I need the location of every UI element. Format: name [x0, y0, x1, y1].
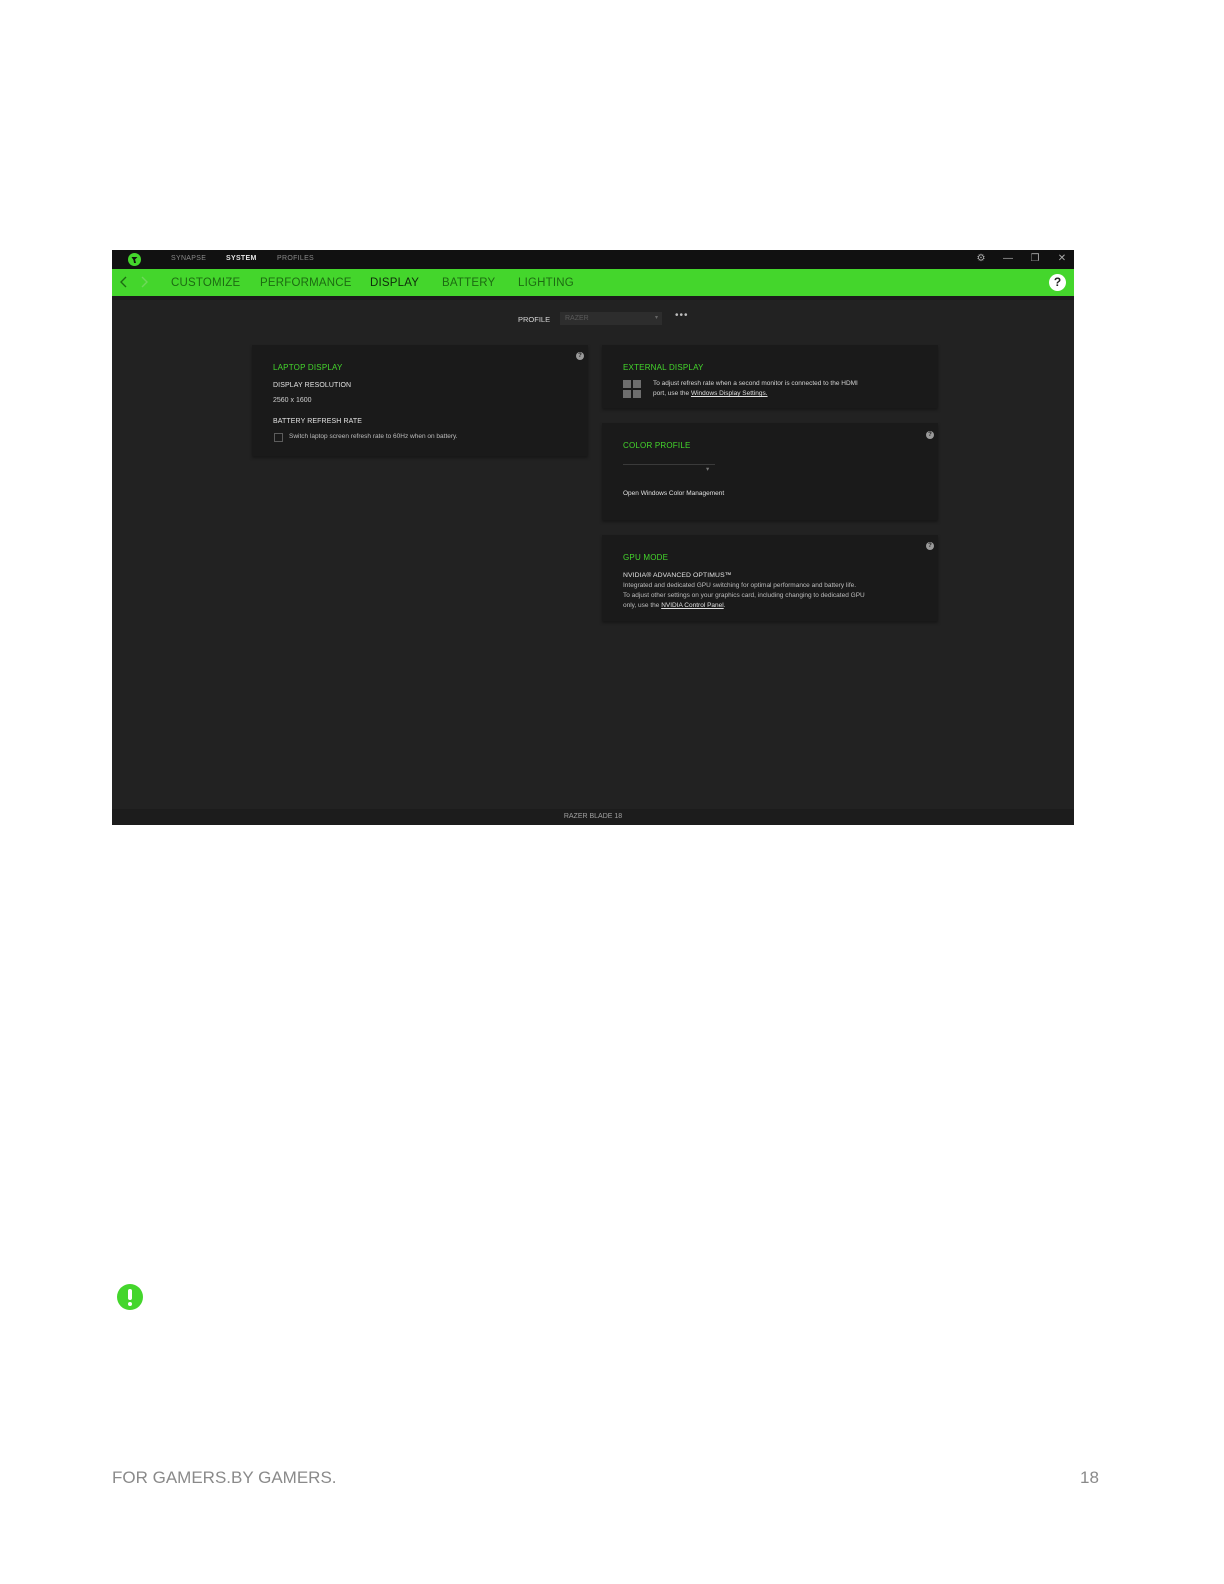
nvidia-control-panel-link[interactable]: NVIDIA Control Panel [661, 602, 724, 609]
refresh-rate-checkbox[interactable] [274, 433, 283, 442]
info-icon[interactable]: ? [576, 352, 584, 360]
info-icon[interactable]: ? [926, 542, 934, 550]
profile-selected-value: RAZER [565, 315, 589, 322]
more-options-button[interactable]: ••• [675, 310, 689, 321]
tab-profiles[interactable]: PROFILES [277, 255, 315, 262]
close-icon[interactable]: ✕ [1057, 253, 1067, 264]
chevron-down-icon: ▾ [706, 466, 710, 473]
tab-system[interactable]: SYSTEM [226, 255, 257, 262]
info-icon[interactable]: ? [926, 431, 934, 439]
chevron-down-icon: ▾ [654, 315, 658, 321]
settings-gear-icon[interactable]: ⚙ [976, 253, 986, 264]
external-display-text-line2 [653, 389, 768, 399]
open-windows-color-management-link[interactable]: Open Windows Color Management [623, 490, 725, 497]
page-number: 18 [1080, 1468, 1099, 1487]
tab-display[interactable]: DISPLAY [370, 277, 420, 289]
external-display-title: EXTERNAL DISPLAY [623, 363, 704, 372]
color-profile-dropdown[interactable] [623, 464, 715, 465]
tab-customize[interactable]: CUSTOMIZE [171, 277, 241, 289]
display-resolution-value: 2560 x 1600 [273, 397, 312, 404]
maximize-icon[interactable]: ❐ [1030, 253, 1040, 264]
back-arrow-icon[interactable] [118, 275, 130, 289]
device-name: RAZER BLADE 18 [563, 813, 623, 820]
battery-refresh-rate-label: BATTERY REFRESH RATE [273, 418, 362, 425]
profile-dropdown[interactable] [560, 312, 662, 325]
gpu-mode-line1: Integrated and dedicated GPU switching for optimal performance and battery life. [623, 582, 857, 589]
gpu-mode-line3 [623, 601, 726, 611]
windows-display-settings-link[interactable]: Windows Display Settings. [690, 390, 768, 397]
synapse-window [112, 250, 1074, 825]
gpu-mode-line3-suffix: . [723, 602, 726, 609]
gpu-mode-line3-prefix: only, use the [623, 602, 662, 609]
color-profile-title: COLOR PROFILE [623, 441, 691, 450]
footer-tagline: FOR GAMERS.BY GAMERS. [112, 1468, 337, 1487]
laptop-display-card [252, 345, 588, 456]
external-display-card [602, 345, 938, 408]
nav-bar [112, 269, 1074, 296]
tab-lighting[interactable]: LIGHTING [518, 277, 574, 289]
gpu-mode-card [602, 535, 938, 621]
color-profile-card [602, 423, 938, 520]
help-icon[interactable]: ? [1049, 274, 1066, 291]
external-display-text-line1: To adjust refresh rate when a second monitor is connected to the HDMI [653, 380, 858, 387]
tab-synapse[interactable]: SYNAPSE [171, 255, 207, 262]
exclamation-icon [117, 1284, 143, 1310]
forward-arrow-icon[interactable] [138, 275, 150, 289]
display-resolution-label: DISPLAY RESOLUTION [273, 382, 352, 389]
gpu-mode-line2: To adjust other settings on your graphics card, including changing to dedicated GPU [623, 592, 865, 599]
gpu-mode-title: GPU MODE [623, 553, 669, 562]
tab-performance[interactable]: PERFORMANCE [260, 277, 352, 289]
nav-shadow [112, 296, 1074, 300]
refresh-rate-checkbox-label: Switch laptop screen refresh rate to 60Hz when on battery. [289, 433, 458, 440]
title-bar [112, 250, 1074, 269]
minimize-icon[interactable]: — [1003, 253, 1013, 264]
gpu-mode-heading: NVIDIA® ADVANCED OPTIMUS™ [623, 572, 732, 579]
external-display-text-prefix: port, use the [653, 390, 691, 397]
tab-battery[interactable]: BATTERY [442, 277, 496, 289]
razer-logo-icon [128, 253, 141, 266]
laptop-display-title: LAPTOP DISPLAY [273, 363, 343, 372]
status-bar [112, 809, 1074, 825]
windows-icon [623, 380, 641, 398]
profile-label: PROFILE [518, 315, 551, 324]
